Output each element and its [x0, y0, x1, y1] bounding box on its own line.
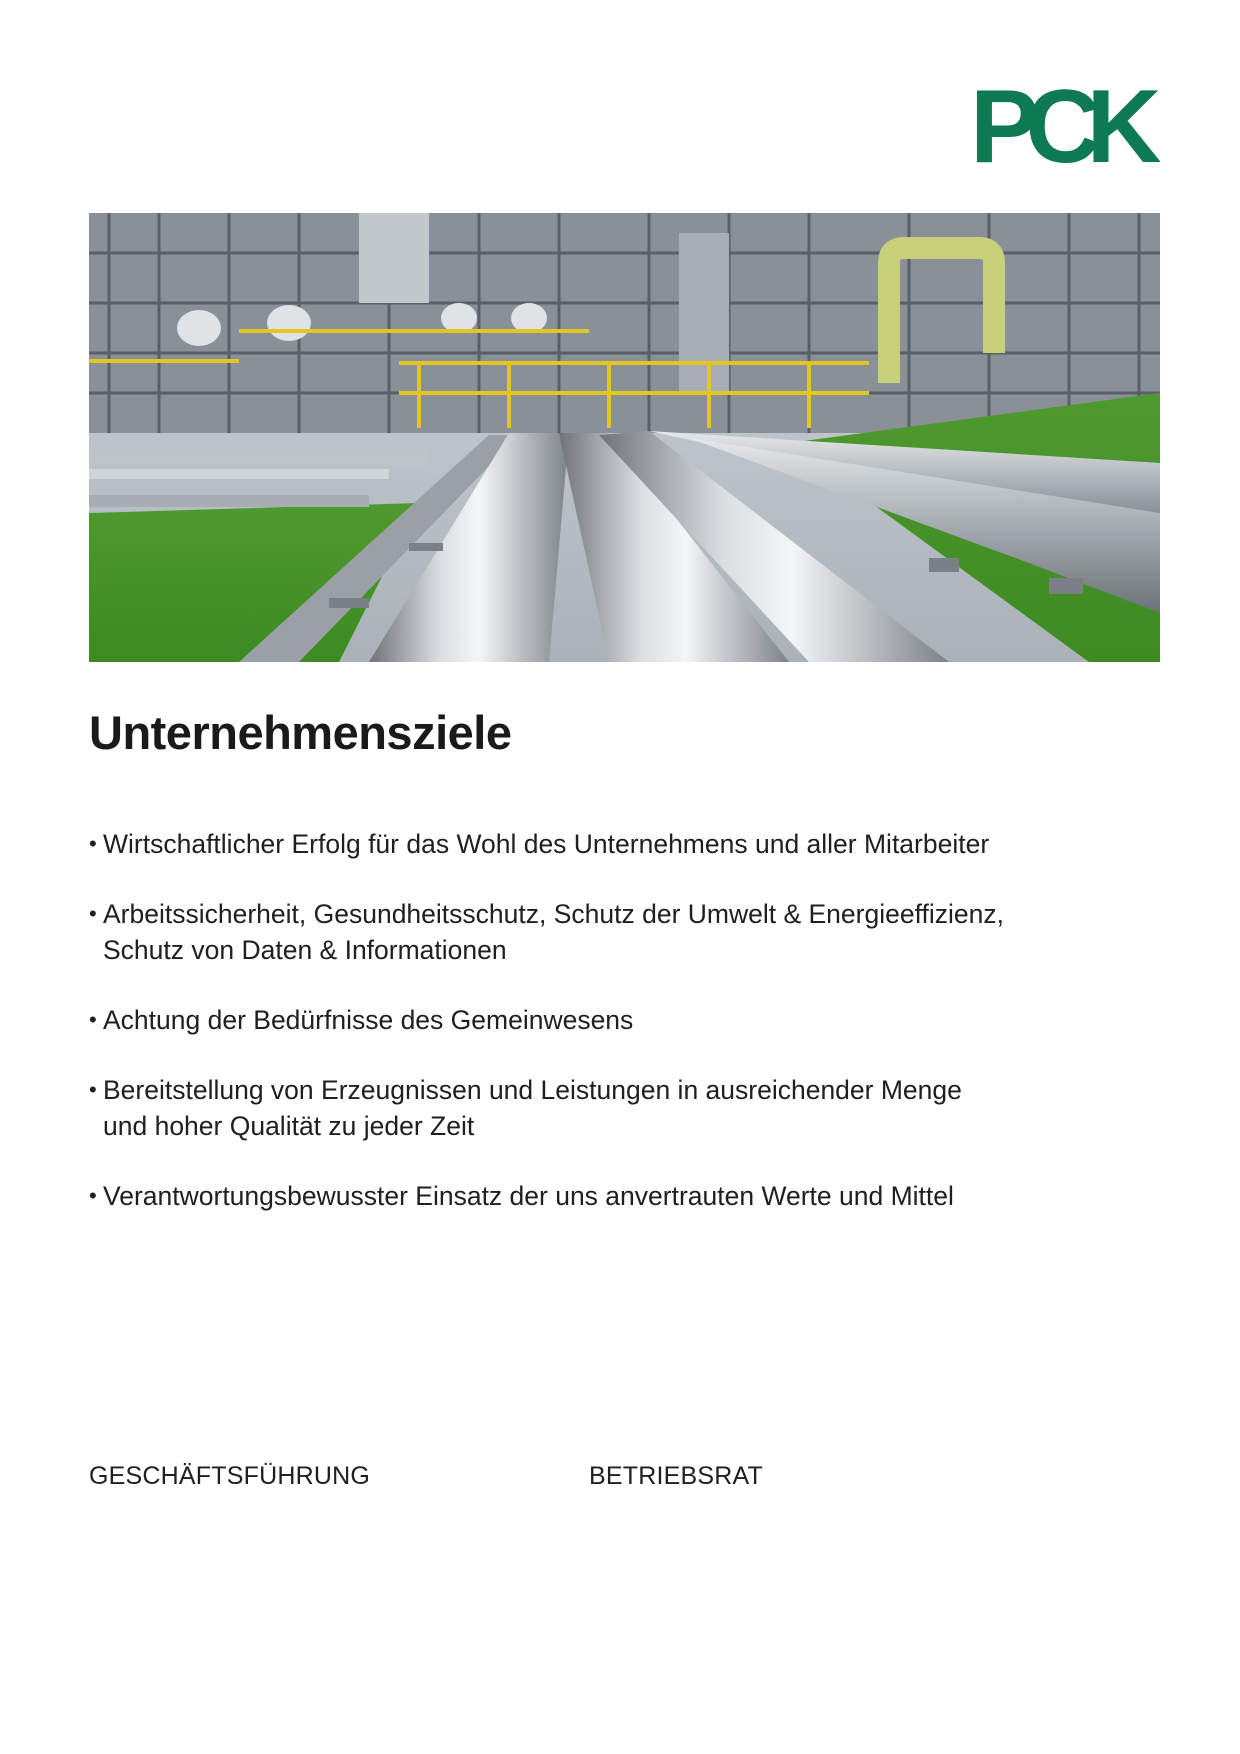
list-item [89, 1178, 1089, 1214]
goal-line: • Arbeitssicherheit, Gesundheitsschutz, Schutz der Umwelt & Energieeffizienz, [103, 899, 1004, 929]
svg-text:PCK: PCK [970, 80, 1148, 172]
goal-line: • Wirtschaftlicher Erfolg für das Wohl des Unternehmens und aller Mitarbeiter [103, 829, 990, 859]
goal-line: • Achtung der Bedürfnisse des Gemeinwesens [103, 1005, 634, 1035]
refinery-pipeline-icon [89, 213, 1160, 662]
goal-line: Schutz von Daten & Informationen [103, 935, 507, 965]
pck-logo [970, 80, 1160, 172]
list-item [89, 826, 1089, 862]
goal-line: und hoher Qualität zu jeder Zeit [103, 1111, 475, 1141]
pck-logo-icon [970, 80, 1160, 172]
signature-management: GESCHÄFTSFÜHRUNG [89, 1462, 370, 1490]
goal-line: • Verantwortungsbewusster Einsatz der uns anvertrauten Werte und Mittel [103, 1181, 954, 1211]
goals-list [89, 826, 1089, 1248]
list-item [89, 1072, 1089, 1144]
list-item [89, 1002, 1089, 1038]
list-item [89, 896, 1089, 968]
refinery-photo [89, 213, 1160, 662]
goal-line: • Bereitstellung von Erzeugnissen und Leistungen in ausreichender Menge [103, 1075, 962, 1105]
signature-works-council: BETRIEBSRAT [589, 1462, 763, 1490]
page-title: Unternehmensziele [89, 706, 512, 759]
